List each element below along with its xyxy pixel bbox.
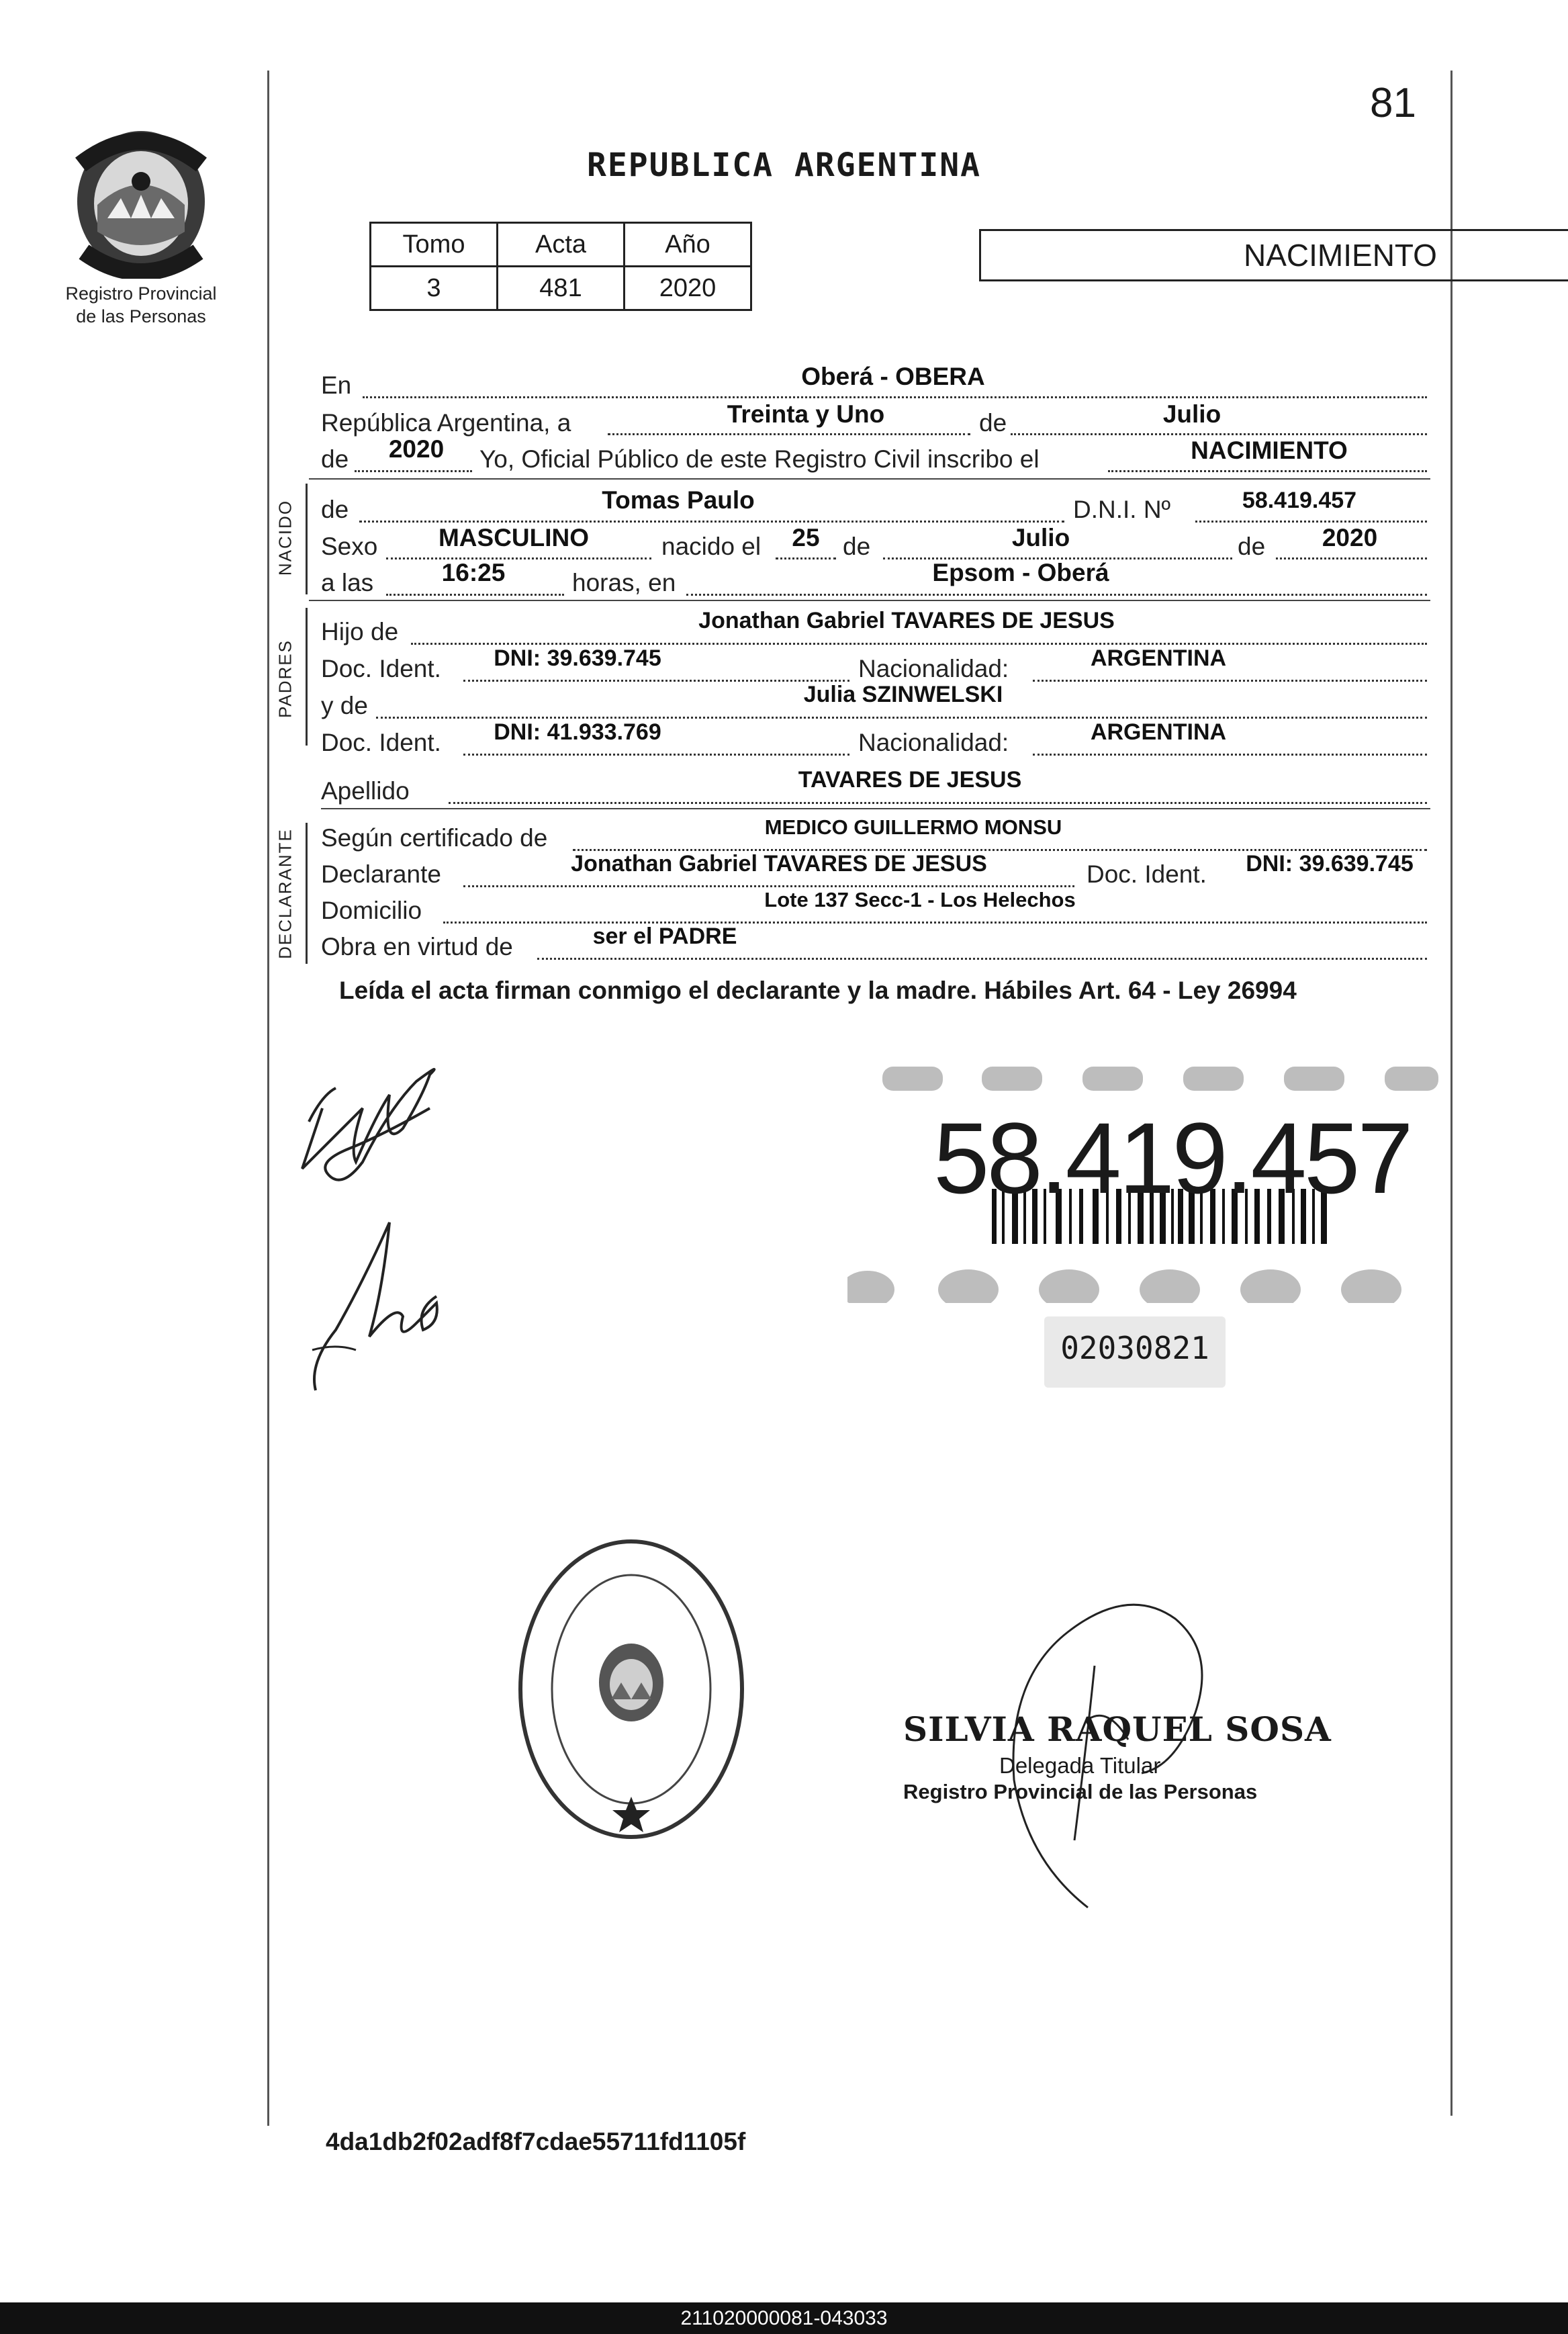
registry-table — [369, 222, 752, 311]
section-bracket — [306, 484, 308, 594]
document-hash: 4da1db2f02adf8f7cdae55711fd1105f — [326, 2128, 746, 2155]
sticker-dni-number: 58.419.457 — [933, 1102, 1411, 1214]
separator — [309, 600, 1430, 601]
table-header-anio: Año — [625, 223, 751, 267]
dotted-line — [449, 802, 1427, 804]
closing-text: Leída el acta firman conmigo el declarante y la madre. Hábiles Art. 64 - Ley 26994 — [339, 977, 1297, 1004]
table-value-acta: 481 — [498, 267, 625, 310]
padres-side-label: PADRES — [275, 639, 295, 718]
sexo-value: MASCULINO — [438, 524, 590, 551]
dotted-line — [355, 470, 472, 472]
mother-doc-value: DNI: 41.933.769 — [494, 719, 661, 745]
page-number: 81 — [1370, 80, 1416, 126]
apellido-value: TAVARES DE JESUS — [798, 767, 1022, 793]
domicilio-label: Domicilio — [321, 897, 422, 924]
en-label: En — [321, 371, 352, 399]
nacido-de-label-2: de — [843, 533, 871, 560]
a-las-label: a las — [321, 569, 374, 596]
sticker-serial: 02030821 — [1060, 1330, 1209, 1366]
yo-text: Yo, Oficial Público de este Registro Civil inscribo el — [479, 445, 1040, 473]
nacido-side-label: NACIDO — [275, 499, 295, 576]
dotted-line — [411, 643, 1427, 645]
act-type-box: NACIMIENTO — [979, 229, 1568, 281]
dotted-line — [363, 396, 1427, 398]
month-value: Julio — [1162, 400, 1221, 428]
dotted-line — [376, 717, 1427, 719]
segun-label: Según certificado de — [321, 824, 548, 852]
separator — [309, 478, 1430, 480]
mother-doc-label: Doc. Ident. — [321, 729, 441, 756]
mother-nationality-label: Nacionalidad: — [858, 729, 1009, 756]
right-margin-line — [1450, 71, 1452, 2116]
nacido-de-label: de — [321, 496, 349, 523]
year-value: 2020 — [388, 435, 445, 463]
day-value: Treinta y Uno — [727, 400, 885, 428]
obra-label: Obra en virtud de — [321, 933, 513, 960]
official-name: SILVIA RAQUEL SOSA — [903, 1709, 1332, 1749]
dotted-line — [386, 594, 564, 596]
de-label: de — [979, 409, 1007, 437]
sexo-label: Sexo — [321, 533, 378, 560]
declarante-label: Declarante — [321, 860, 441, 888]
dotted-line — [359, 521, 1064, 523]
dotted-line — [1033, 754, 1427, 756]
dotted-line — [1011, 433, 1427, 435]
inscribo-value: NACIMIENTO — [1191, 437, 1348, 464]
section-bracket — [306, 608, 308, 746]
footer-id-bar: 211020000081-043033 — [0, 2302, 1568, 2334]
dotted-line — [1108, 470, 1427, 472]
mother-signature — [295, 1209, 457, 1404]
official-organization: Registro Provincial de las Personas — [903, 1780, 1258, 1803]
de2-label: de — [321, 445, 349, 473]
dotted-line — [463, 754, 849, 756]
birth-year-value: 2020 — [1322, 524, 1378, 551]
table-header-tomo: Tomo — [371, 223, 498, 267]
birth-place-value: Epsom - Oberá — [932, 559, 1109, 586]
horas-label: horas, en — [572, 569, 676, 596]
document-title: REPUBLICA ARGENTINA — [586, 146, 982, 184]
domicilio-value: Lote 137 Secc-1 - Los Helechos — [764, 888, 1076, 911]
logo-caption-line2: de las Personas — [76, 306, 206, 326]
republica-label: República Argentina, a — [321, 409, 571, 437]
dotted-line — [537, 958, 1427, 960]
birth-time-value: 16:25 — [441, 559, 506, 586]
nacido-el-label: nacido el — [661, 533, 762, 560]
declarante-doc-label: Doc. Ident. — [1087, 860, 1207, 888]
dotted-line — [1033, 680, 1427, 682]
dotted-line — [608, 433, 970, 435]
y-de-label: y de — [321, 692, 368, 719]
dotted-line — [1276, 557, 1427, 559]
mother-name-value: Julia SZINWELSKI — [803, 682, 1003, 707]
dotted-line — [463, 885, 1074, 887]
registry-seal-stamp — [510, 1531, 752, 1847]
birth-day-value: 25 — [792, 524, 820, 551]
official-role: Delegada Titular — [999, 1753, 1161, 1778]
segun-value: MEDICO GUILLERMO MONSU — [764, 815, 1062, 839]
section-bracket — [306, 823, 308, 964]
hijo-de-label: Hijo de — [321, 618, 399, 645]
table-value-tomo: 3 — [371, 267, 498, 310]
father-doc-label: Doc. Ident. — [321, 655, 441, 682]
birth-month-value: Julio — [1011, 524, 1070, 551]
mother-nationality-value: ARGENTINA — [1090, 719, 1227, 745]
logo-caption-line1: Registro Provincial — [65, 283, 217, 304]
declarante-doc-value: DNI: 39.639.745 — [1246, 851, 1414, 877]
dotted-line — [686, 594, 1427, 596]
separator — [321, 808, 1430, 809]
declarant-signature — [282, 1034, 457, 1209]
father-nationality-label: Nacionalidad: — [858, 655, 1009, 682]
apellido-label: Apellido — [321, 777, 410, 805]
nacido-de-label-3: de — [1238, 533, 1266, 560]
left-margin-line — [267, 71, 269, 2126]
father-doc-value: DNI: 39.639.745 — [494, 645, 661, 671]
obra-value: ser el PADRE — [592, 924, 737, 949]
en-value: Oberá - OBERA — [801, 363, 985, 390]
dotted-line — [776, 557, 836, 559]
table-value-anio: 2020 — [625, 267, 751, 310]
dni-label: D.N.I. Nº — [1073, 496, 1171, 523]
declarante-value: Jonathan Gabriel TAVARES DE JESUS — [571, 851, 987, 877]
table-header-acta: Acta — [498, 223, 625, 267]
father-name-value: Jonathan Gabriel TAVARES DE JESUS — [698, 608, 1115, 633]
father-nationality-value: ARGENTINA — [1090, 645, 1227, 671]
declarante-side-label: DECLARANTE — [275, 828, 295, 959]
child-name-value: Tomas Paulo — [602, 486, 755, 514]
child-dni-value: 58.419.457 — [1242, 488, 1357, 513]
dotted-line — [1195, 521, 1427, 523]
